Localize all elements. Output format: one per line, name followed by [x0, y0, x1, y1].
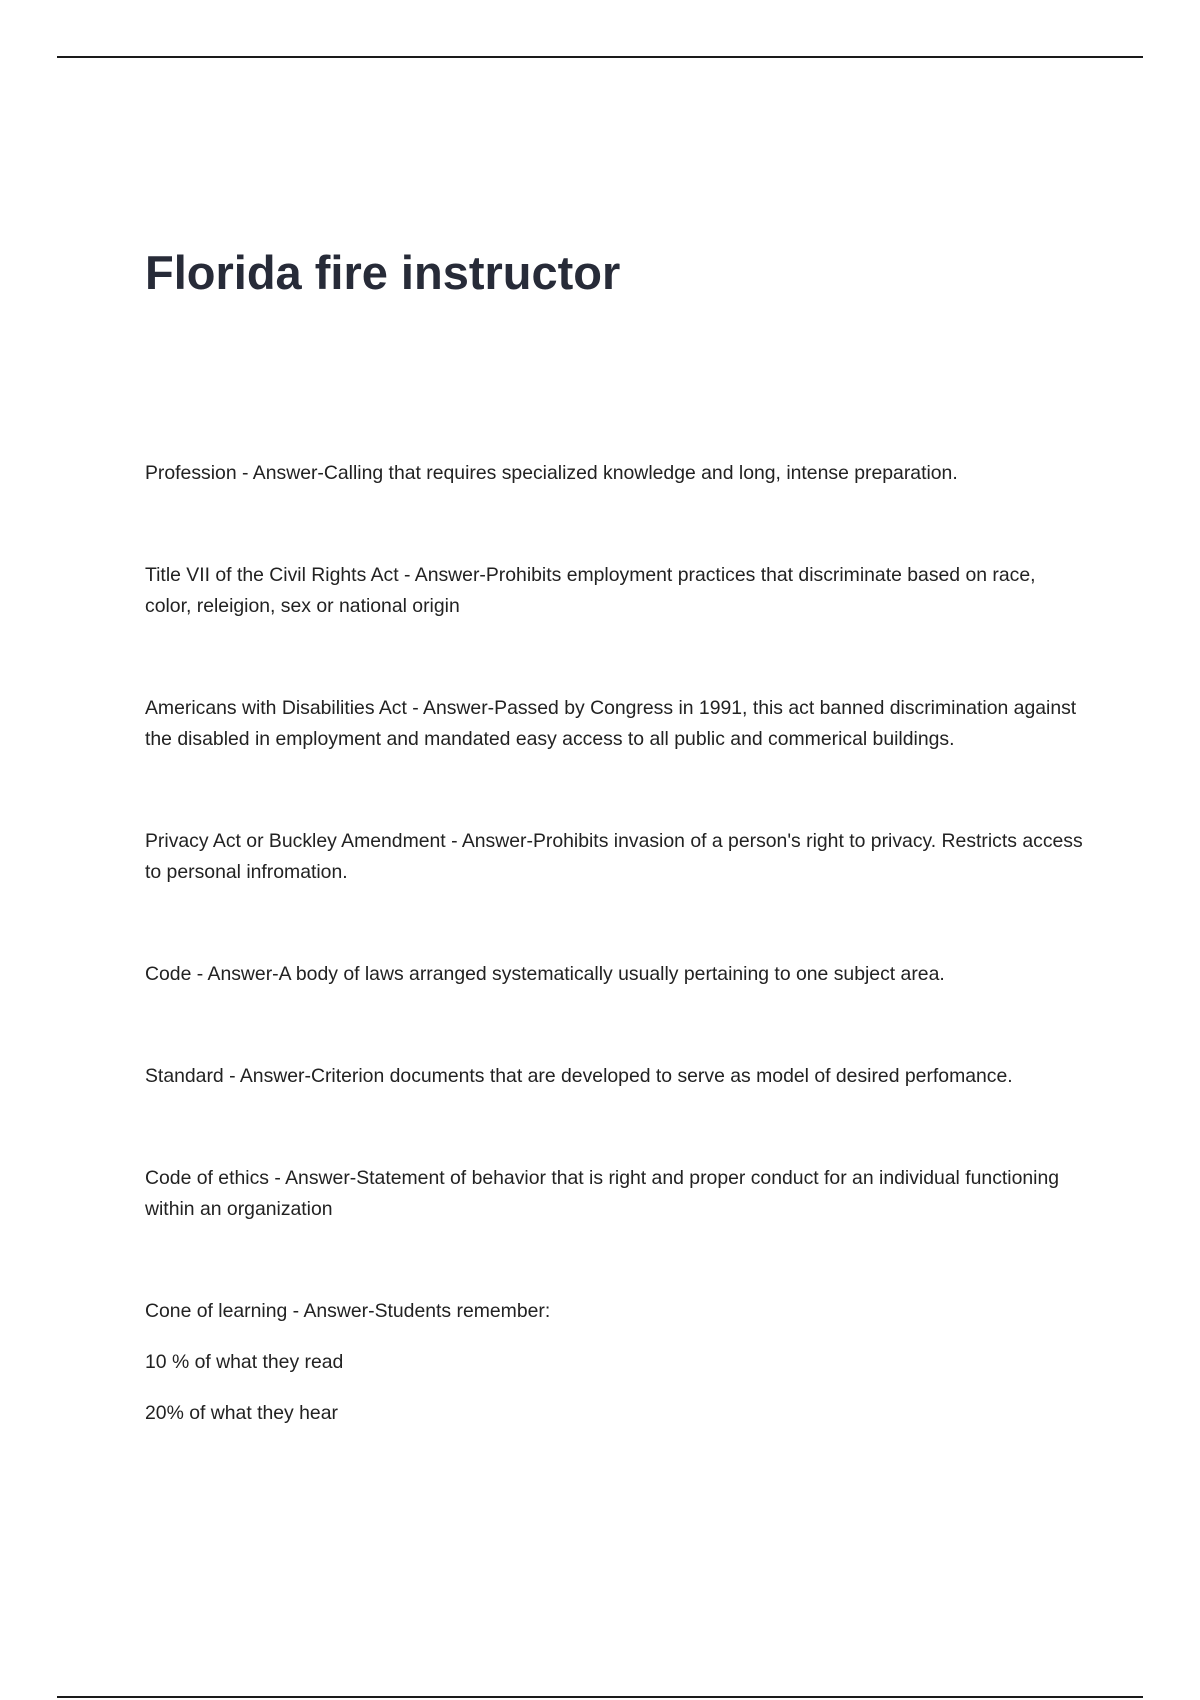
entry-standard — [145, 1061, 1085, 1092]
entry-text: Code of ethics - Answer-Statement of behavior that is right and proper conduct for an individual functioning within an organization — [145, 1167, 1060, 1220]
entry-text: Standard - Answer-Criterion documents that are developed to serve as model of desired perfomance. — [145, 1065, 1013, 1087]
entry-text: Profession - Answer-Calling that requires specialized knowledge and long, intense preparation. — [145, 462, 958, 484]
entry-ada — [145, 693, 1085, 755]
entry-text: Privacy Act or Buckley Amendment - Answer-Prohibits invasion of a person's right to privacy. Restricts access to personal infromation. — [145, 830, 1083, 883]
footer-rule — [57, 1696, 1143, 1698]
entry-text: Americans with Disabilities Act - Answer-Passed by Congress in 1991, this act banned discrimination against the disabled in employment and mandated easy access to all public and commerical buildings. — [145, 697, 1077, 750]
entry-text: Cone of learning - Answer-Students remember: — [145, 1300, 551, 1322]
entry-cone-of-learning — [145, 1296, 1085, 1429]
entry-list — [145, 458, 1085, 1500]
document-title: Florida fire instructor — [145, 246, 621, 299]
entry-text: Code - Answer-A body of laws arranged systematically usually pertaining to one subject area. — [145, 963, 945, 985]
entry-privacy-act — [145, 826, 1085, 888]
entry-subtext: 20% of what they hear — [145, 1402, 338, 1424]
entry-subtext: 10 % of what they read — [145, 1351, 344, 1373]
header-rule — [57, 56, 1143, 58]
entry-code — [145, 959, 1085, 990]
entry-text: Title VII of the Civil Rights Act - Answer-Prohibits employment practices that discriminate based on race, color, releigion, sex or national origin — [145, 564, 1036, 617]
entry-code-of-ethics — [145, 1163, 1085, 1225]
entry-profession — [145, 458, 1085, 489]
entry-title-vii — [145, 560, 1085, 622]
